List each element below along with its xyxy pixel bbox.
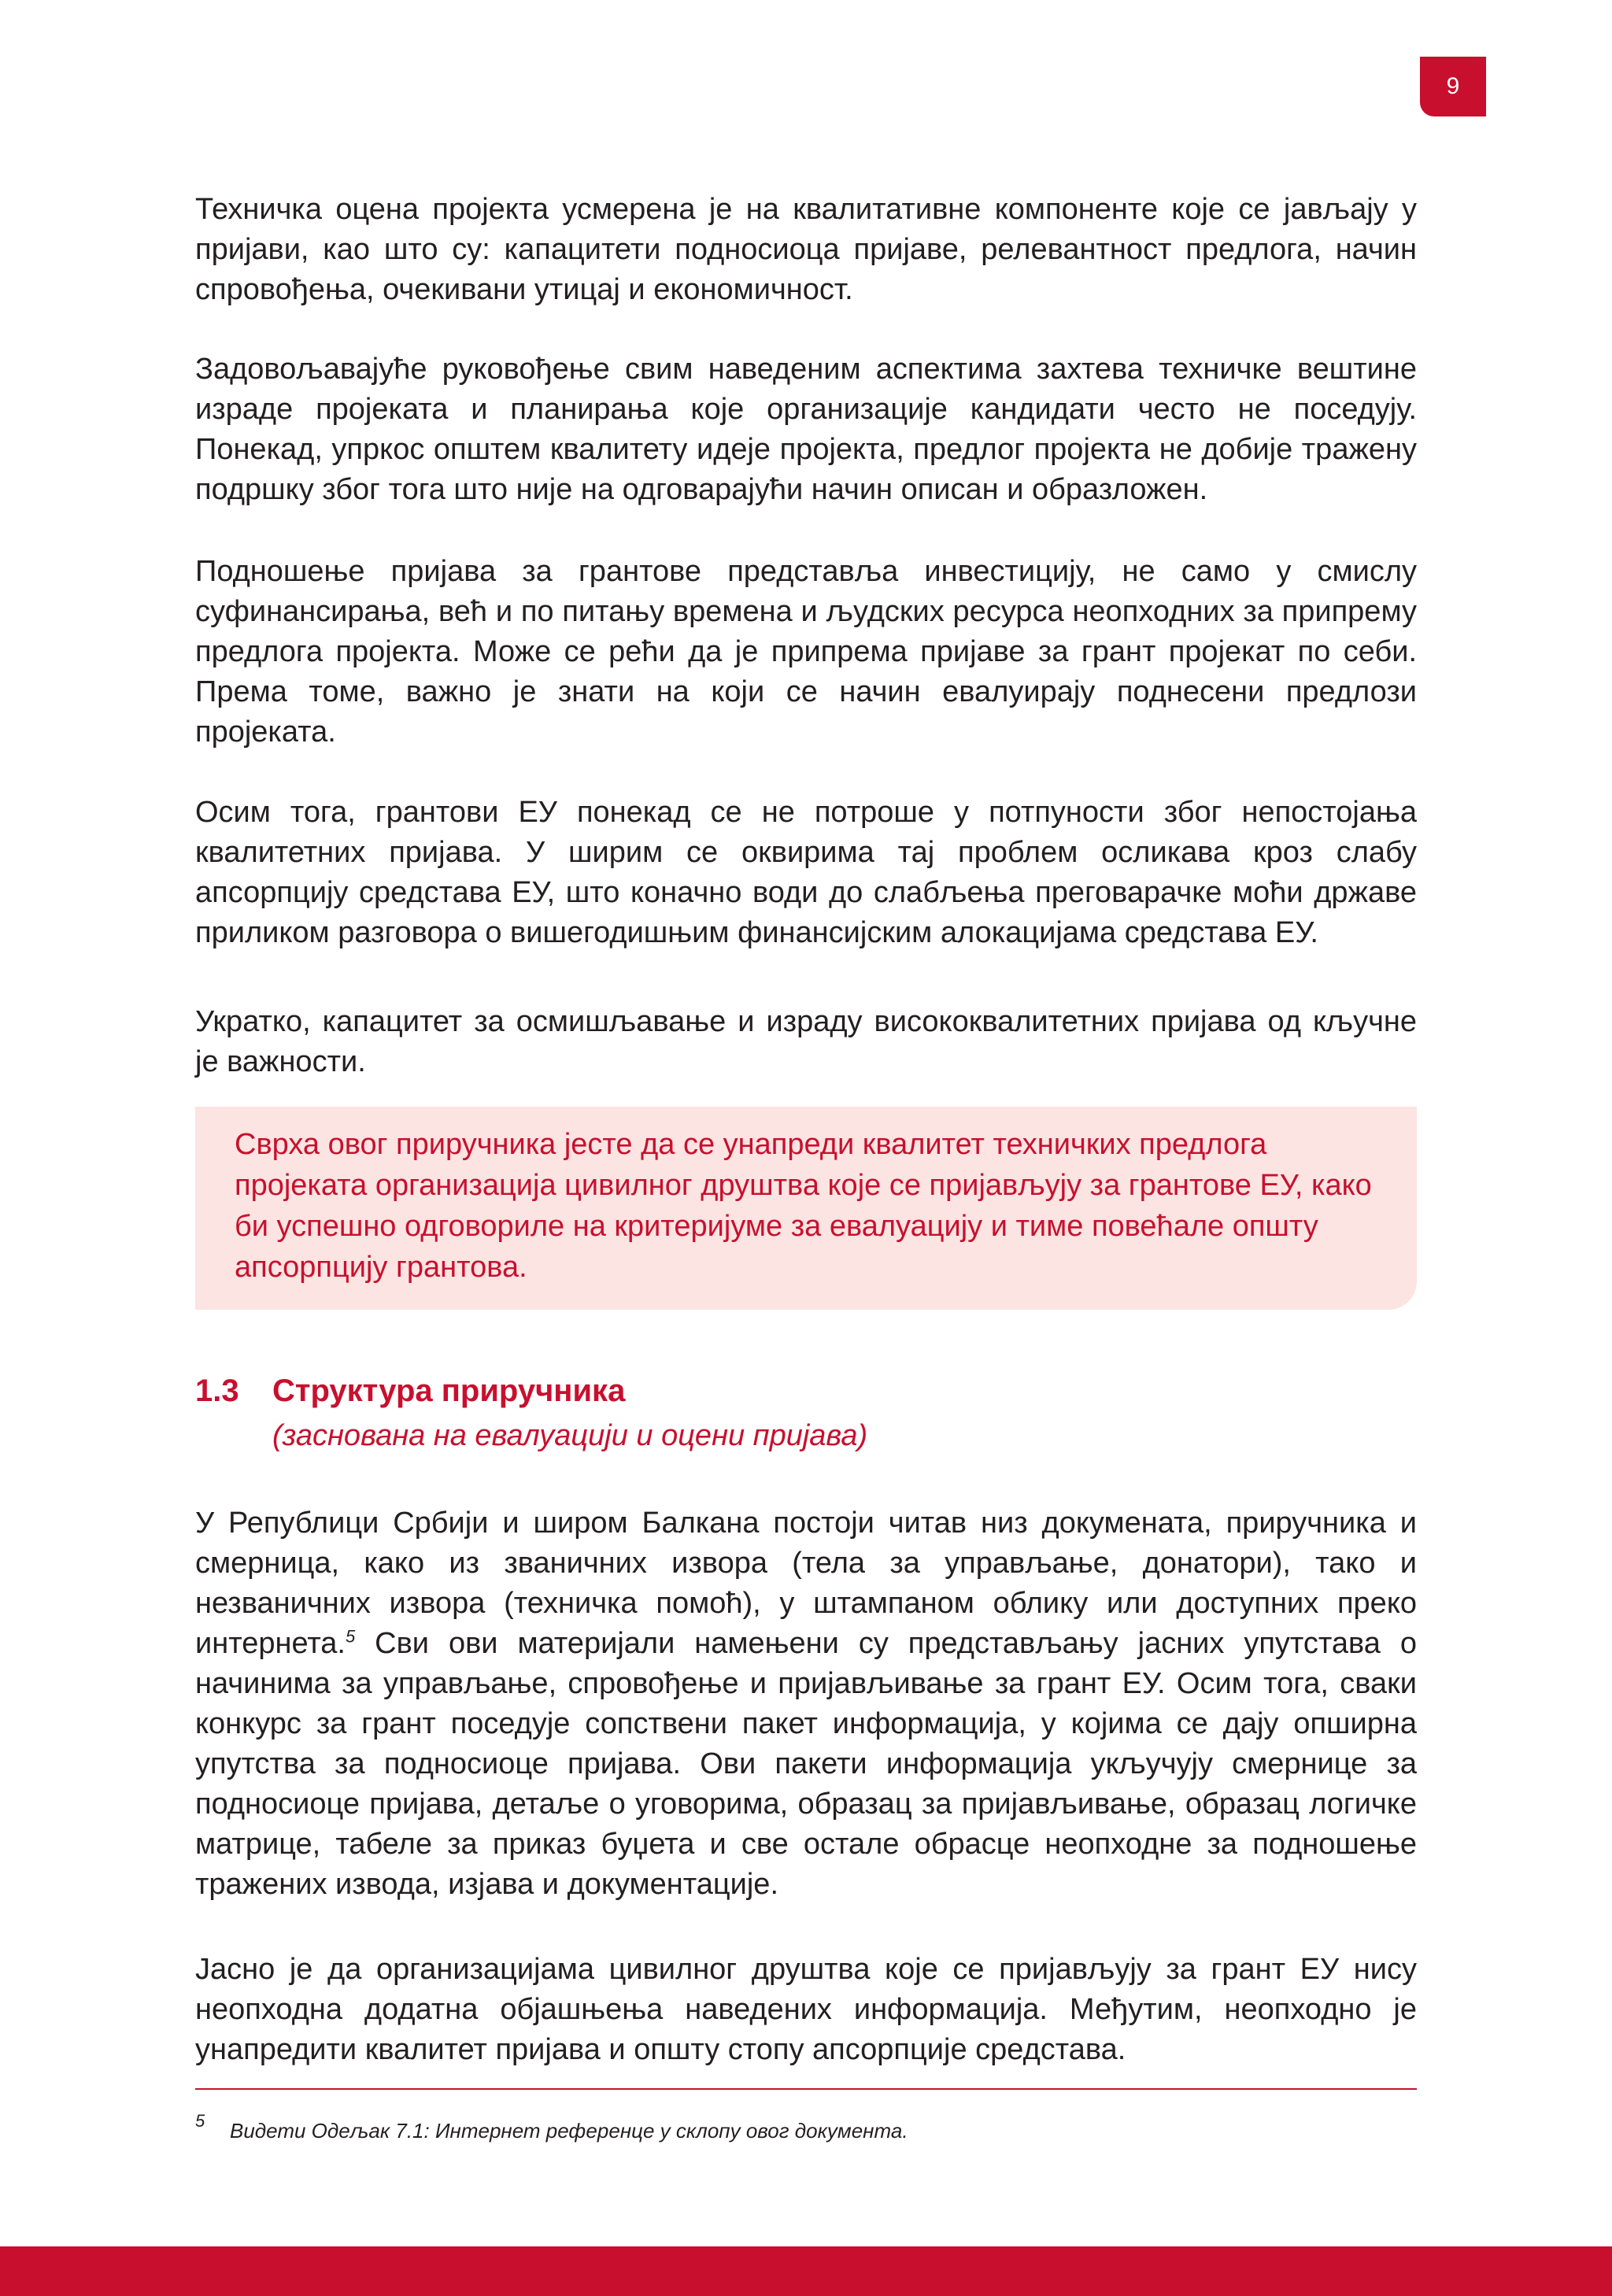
footnote-number: 5 xyxy=(195,2111,205,2131)
paragraph-documents-overview xyxy=(195,1503,1417,1905)
section-title: Структура приручника xyxy=(272,1374,626,1408)
page-bottom-bar xyxy=(0,2246,1612,2296)
section-number: 1.3 xyxy=(195,1374,239,1408)
paragraph-conclusion: Јасно је да организацијама цивилног друштва које се пријављују за грант ЕУ нису неопходна додатна објашњења наведених информација. Међутим, неопходно је унапредити квалитет пријава и општу стопу апсорпције средстава. xyxy=(195,1953,1417,2066)
paragraph-grant-investment: Подношење пријава за грантове представља инвестицију, не само у смислу суфинансирања, већ и по питању времена и људских ресурса неопходних за припрему предлога пројекта. Може се рећи да је припрема пријаве за грант пројекат по себи. Према томе, важно је знати на који се начин евалуирају поднесени предлози пројеката. xyxy=(195,555,1417,749)
section-subtitle: (заснована на евалуацији и оцени пријава) xyxy=(272,1419,868,1452)
paragraph-absorption: Осим тога, грантови ЕУ понекад се не потроше у потпуности због непостојања квалитетних пријава. У ширим се оквирима тај проблем осликава кроз слабу апсорпцију средстава ЕУ, што коначно води до слабљења преговарачке моћи државе приликом разговора о вишегодишњим финансијским алокацијама средстава ЕУ. xyxy=(195,796,1417,949)
paragraph-documents-text-start: У Републици Србији и широм Балкана постоји читав низ докумената, приручника и смерница, како из званичних извора (тела за управљање, донатори), тако и незваничних извора (техничка помоћ), у штампаном облику или доступних преко интернета. xyxy=(195,1507,1417,1660)
footnote-text: Видети Одељак 7.1: Интернет референце у склопу овог документа. xyxy=(230,2119,908,2143)
footnote-divider xyxy=(195,2088,1417,2090)
paragraph-management-skills: Задовољавајуће руковођење свим наведеним аспектима захтева техничке вештине израде пројеката и планирања које организације кандидати често не поседују. Понекад, упркос општем квалитету идеје пројекта, предлог пројекта не добије тражену подршку због тога што није на одговарајући начин описан и образложен. xyxy=(195,353,1417,506)
purpose-callout-text: Сврха овог приручника јесте да се унапреди квалитет техничких предлога пројеката организација цивилног друштва које се пријављују за грантове ЕУ, како би успешно одговориле на критеријуме за евалуацију и тиме повећале општу апсорпцију грантова. xyxy=(235,1128,1372,1284)
footnote-reference[interactable]: 5 xyxy=(345,1626,356,1647)
purpose-callout-box xyxy=(195,1107,1417,1310)
paragraph-summary: Укратко, капацитет за осмишљавање и израду висококвалитетних пријава од кључне је важности. xyxy=(195,1005,1417,1078)
page-number-badge: 9 xyxy=(1420,57,1486,116)
paragraph-documents-text-end: Сви ови материјали намењени су представљању јасних упутстава о начинима за управљање, спровођење и пријављивање за грант ЕУ. Осим тога, сваки конкурс за грант поседује сопствени пакет информација, у којима се дају опширна упутства за подносиоце пријава. Ови пакети информација укључују смернице за подносиоце пријава, детаље о уговорима, образац за пријављивање, образац логичке матрице, табеле за приказ буџета и све остале обрасце неопходне за подношење тражених извода, изјава и документације. xyxy=(195,1627,1417,1901)
paragraph-technical-evaluation: Техничка оцена пројекта усмерена је на квалитативне компоненте које се јављају у пријави, као што су: капацитети подносиоца пријаве, релевантност предлога, начин спровођења, очекивани утицај и економичност. xyxy=(195,193,1417,306)
